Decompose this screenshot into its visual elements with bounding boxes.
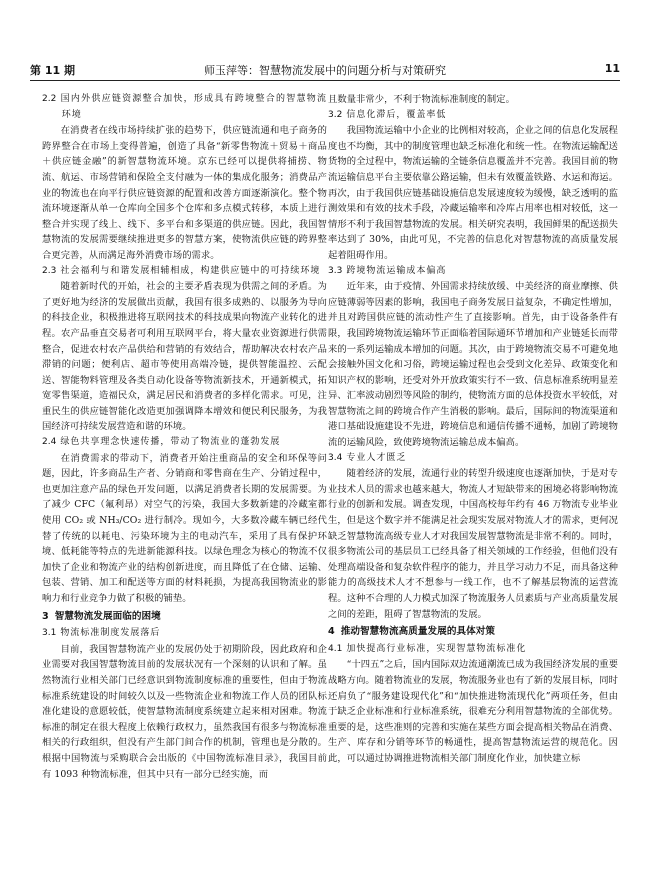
heading-text: 社会福利与和谐发展相辅相成，构建供应链中的可持续环境 — [60, 265, 321, 276]
heading-text: 专业人才匮乏 — [346, 452, 407, 463]
heading-number: 3.1 — [42, 628, 57, 639]
heading-number: 3.3 — [328, 265, 343, 276]
subsection-heading — [328, 264, 618, 280]
heading-text: 绿色共享理念快速传播，带动了物流业的蓬勃发展 — [60, 437, 281, 448]
subsection-heading — [42, 92, 327, 123]
heading-text: 智慧物流发展面临的困境 — [54, 610, 161, 622]
body-paragraph: 目前，我国智慧物流产业的发展仍处于初期阶段，因此政府和企业需要对我国智慧物流目前的发展状况有一个深刻的认识和了解。虽然物流行业相关部门已经意识到物流制度标准的重要性，但由于物流标准系统建设的时间较久以及一些物流企业和物流工作人员的团队标准化建设的意愿较低，使智慧物流制度系统建立起来相对困难。物流标准的制定在很大程度上依赖行政权力，虽然我国有很多与物流标准相关的行政组织，但没有产生部门间合作的机制，管理也是分散的。根据中国物流与采购联合会出版的《中国物流标准目录》，我国目前有 1093 种物流标准，但其中只有一部分已经实施，而 — [42, 643, 327, 780]
subsection-heading — [328, 642, 618, 658]
body-paragraph: 近年来，由于疫情、外国需求持续放缓、中美经济的商业摩擦、供应链薄弱等因素的影响，我国电子商务发展日益复杂，不确定性增加，并且对跨国供应链的流动性产生了直接影响。首先，由于设备条件有限，我国跨境物流运输环节正面临着国际通环节增加和产业链延长而带来的一系列运输成本增加的问题。其次，由于跨境物流交易不可避免地会接触外国文化和习俗，跨境运输过程也会受到文化差异、政策变化和知识产权的影响，还受对外开放政策实行不一致、信息标准系统明显差异、汇率波动剧烈等风险的制约，使物流方面的总体投资水平较低，对智慧物流之间的跨境合作产生消极的影响。最后，国际间的物流渠道和港口基础设施建设不先进，跨境信息和通信传播不通畅，加剧了跨境物流的运输风险，致使跨境物流运输总成本偏高。 — [328, 281, 618, 449]
heading-number: 4.1 — [328, 643, 343, 654]
left-column — [42, 92, 327, 782]
heading-text: 国内外供应链资源整合加快，形成具有跨境整合的智慧物流环境 — [60, 94, 327, 120]
body-paragraph: 随着新时代的开始，社会的主要矛盾表现为供需之间的矛盾。为了更好地为经济的发展做出贡献，我国有很多成熟的、以服务为导向的科技企业，积极推进将互联网技术的科技成果向物流产业转化的进程。农产品垂直交易者可利用互联网平台，将大量农业资源进行供需整合，促进农村农产品供给和营销的有效结合，帮助解决农村农产品滞销的问题；便利店、超市等使用高端冷链，提供智能温控、云配送、智能物料管理及各类自动化设备等物流新技术，开通新模式，拓宽零售渠道，造福民众，满足居民和消费者的多样化需求。可见，注重民生的供应链智能化改造更加强调降本增效和便民利民服务，为我国经济可持续发展营造和谐的环境。 — [42, 281, 327, 433]
heading-text: 推动智慧物流高质量发展的具体对策 — [340, 626, 496, 638]
page-number: 11 — [604, 62, 620, 75]
heading-number: 3.2 — [328, 109, 343, 120]
heading-number: 4 — [328, 626, 335, 638]
body-paragraph: “十四五”之后，国内国际双边流通潮流已成为我国经济发展的重要战略方向。随着物流业的发展，物流服务业也有了新的发展目标，同时还肩负了“服务建设现代化”和“加快推进物流现代化”两项任务，但由于缺乏企业标准和行业标准系统，很难充分利用智慧物流的全部优势。重要的是，这些准则的完善和实施在某些方面会提高相关物品在消费、生产、库存和分销等环节的畅通性，提高智慧物流运营的规范化。因此，可以通过协调推进物流相关部门制度化作业，加快建立标 — [328, 659, 618, 764]
heading-text: 加快提高行业标准，实现智慧物流标准化 — [346, 643, 527, 654]
heading-number: 2.3 — [42, 265, 57, 276]
heading-number: 3.4 — [328, 452, 343, 463]
running-title: 师玉萍等：智慧物流发展中的问题分析与对策研究 — [204, 64, 446, 77]
body-paragraph: 在消费需求的带动下，消费者开始注重商品的安全和环保等问题，因此，许多商品生产者、分销商和零售商在生产、分销过程中，也更加注意产品的绿色开发问题，以满足消费者长期的发展需要。为了减少 CFC（氟利昂）对空气的污染，我国大多数新建的冷藏室都使用 CO₂ 或 NH₃/CO₂ 进行制冷。现如今，大多数冷藏车辆已经代替了传统的以耗电、污染环境为主的电动汽车，采用了具有保护环境、低耗能等特点的先进新能源科技。以绿色理念为核心的物流不仅加快了企业和物流产业的结构创新进度，而且降低了在仓储、运输、包装、营销、加工和配送等方面的材料耗损，为提高我国物流业的影响力和行业竞争力做了积极的铺垫。 — [42, 452, 327, 604]
subsection-heading — [42, 435, 327, 451]
subsection-heading — [42, 626, 327, 642]
section-heading — [42, 609, 327, 625]
heading-text: 信息化滞后，覆盖率低 — [346, 109, 447, 120]
heading-number: 3 — [42, 610, 49, 622]
section-heading — [328, 624, 618, 640]
heading-number: 2.2 — [42, 94, 57, 104]
heading-text: 跨境物流运输成本偏高 — [346, 265, 447, 276]
body-paragraph: 在消费者在线市场持续扩张的趋势下，供应链流通和电子商务的跨界整合在市场上变得普遍，创造了具备“新零售物流＋贸易＋商品＋供应链金融”的新智慧物流环境。京东已经可以提供将捕捞、物流、航运、市场营销和保险全支付融为一体的集成化服务；消费品产业的物流也在向平行供应链资源的配置和改善方面逐渐演化。整个物流环境逐渐从单一仓库向全国多个仓库和多点模式转移，本质上进行整合并实现了线上、线下、多平台和多渠道的供应链。因此，我国智慧物流的发展需要继续推进更多的智慧方案，使物流供应链的跨界整合更完善，从而满足海外消费市场的需求。 — [42, 125, 327, 261]
subsection-heading — [328, 451, 618, 467]
page-header — [30, 62, 620, 82]
heading-text: 物流标准制度发展落后 — [60, 628, 161, 639]
body-paragraph: 我国物流运输中小企业的比例相对较高，企业之间的信息化发展程度也不均衡，其中的制度管理也缺乏标准化和统一性。在物流运输配送货物的全过程中，物流运输的全链条信息覆盖并不完善。我国目前的物流运输信息平台主要依靠公路运输，但未有效覆盖铁路、水运和海运。再次，由于我国供应链基础设施信息发展速度较为缓慢，缺乏透明的监测效果和有效的技术手段，冷藏运输率和冷库占用率也相对较低，这一情形不利于我国智慧物流的发展。相关研究表明，我国鲜果的配送损失率达到了 30%，由此可见，不完善的信息化对智慧物流的高质量发展起着阻碍作用。 — [328, 125, 618, 261]
header-rule — [30, 80, 620, 81]
body-paragraph: 且数量非常少，不利于物流标准制度的制定。 — [328, 94, 515, 105]
subsection-heading — [328, 108, 618, 124]
issue-label: 第 11 期 — [30, 64, 75, 77]
heading-number: 2.4 — [42, 437, 57, 448]
right-column — [328, 92, 618, 767]
body-paragraph: 随着经济的发展，流通行业的转型升级速度也逐渐加快，于是对专业技术人员的需求也越来越大，物流人才短缺带来的困境必将影响物流行业的创新和发展。调查发现，中国高校每年约有 46 万物流专业毕业生，但是这个数字并不能满足社会现实发展对物流人才的需求，更何况缺乏智慧物流高级专业人才对我国发展智慧物流是非常不利的。同时，很多物流公司的基层员工已经具备了相关领域的工作经验，但他们没有处理高端设备和复杂软件程序的能力，并且学习动力不足，而具备这种能力的高级技术人才不想参与一线工作，也不了解基层物流的运营流程。这种不合理的人力模式加深了物流服务人员素质与产业高质量发展之间的差距，阻碍了智慧物流的发展。 — [328, 468, 618, 620]
subsection-heading — [42, 264, 327, 280]
